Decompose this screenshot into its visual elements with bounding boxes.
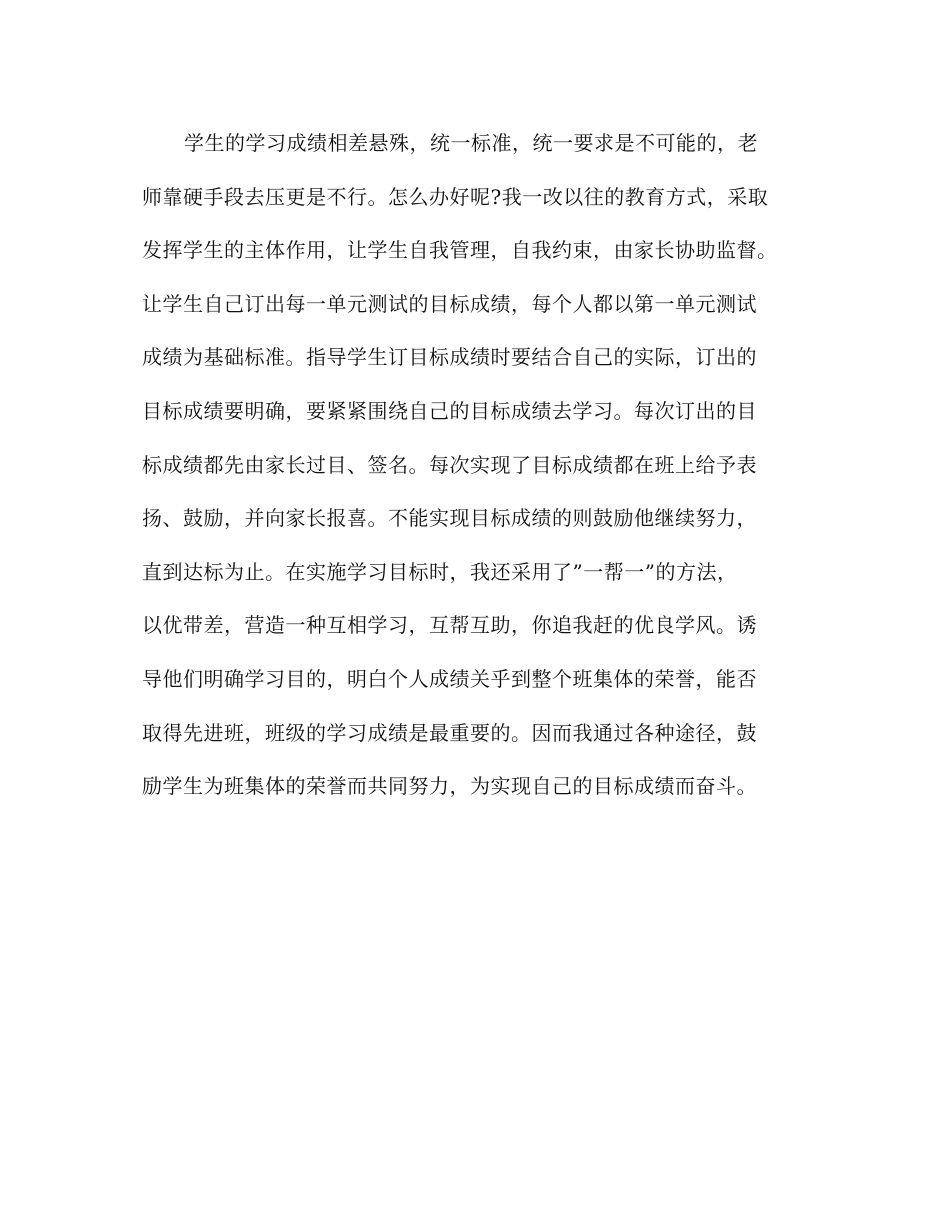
paragraph-line: 直到达标为止。在实施学习目标时，我还采用了”一帮一”的方法， [142,559,738,584]
paragraph-line: 目标成绩要明确，要紧紧围绕自己的目标成绩去学习。每次订出的目 [142,398,757,423]
paragraph-line: 标成绩都先由家长过目、签名。每次实现了目标成绩都在班上给予表 [142,452,757,477]
body-paragraph [142,123,812,820]
paragraph-line: 导他们明确学习目的，明白个人成绩关乎到整个班集体的荣誉，能否 [142,666,757,691]
paragraph-line: 以优带差，营造一种互相学习，互帮互助，你追我赶的优良学风。诱 [142,613,757,638]
paragraph-line: 励学生为班集体的荣誉而共同努力，为实现自己的目标成绩而奋斗。 [142,774,757,799]
paragraph-line: 扬、鼓励，并向家长报喜。不能实现目标成绩的则鼓励他继续努力， [142,506,757,531]
paragraph-line: 取得先进班，班级的学习成绩是最重要的。因而我通过各种途径，鼓 [142,720,757,745]
paragraph-line: 师靠硬手段去压更是不行。怎么办好呢?我一改以往的教育方式，采取 [142,184,769,209]
paragraph-line: 发挥学生的主体作用，让学生自我管理，自我约束，由家长协助监督。 [142,238,778,263]
paragraph-line: 学生的学习成绩相差悬殊，统一标准，统一要求是不可能的，老 [184,131,758,155]
paragraph-line: 成绩为基础标准。指导学生订目标成绩时要结合自己的实际，订出的 [142,345,757,370]
paragraph-line: 让学生自己订出每一单元测试的目标成绩，每个人都以第一单元测试 [142,291,757,316]
